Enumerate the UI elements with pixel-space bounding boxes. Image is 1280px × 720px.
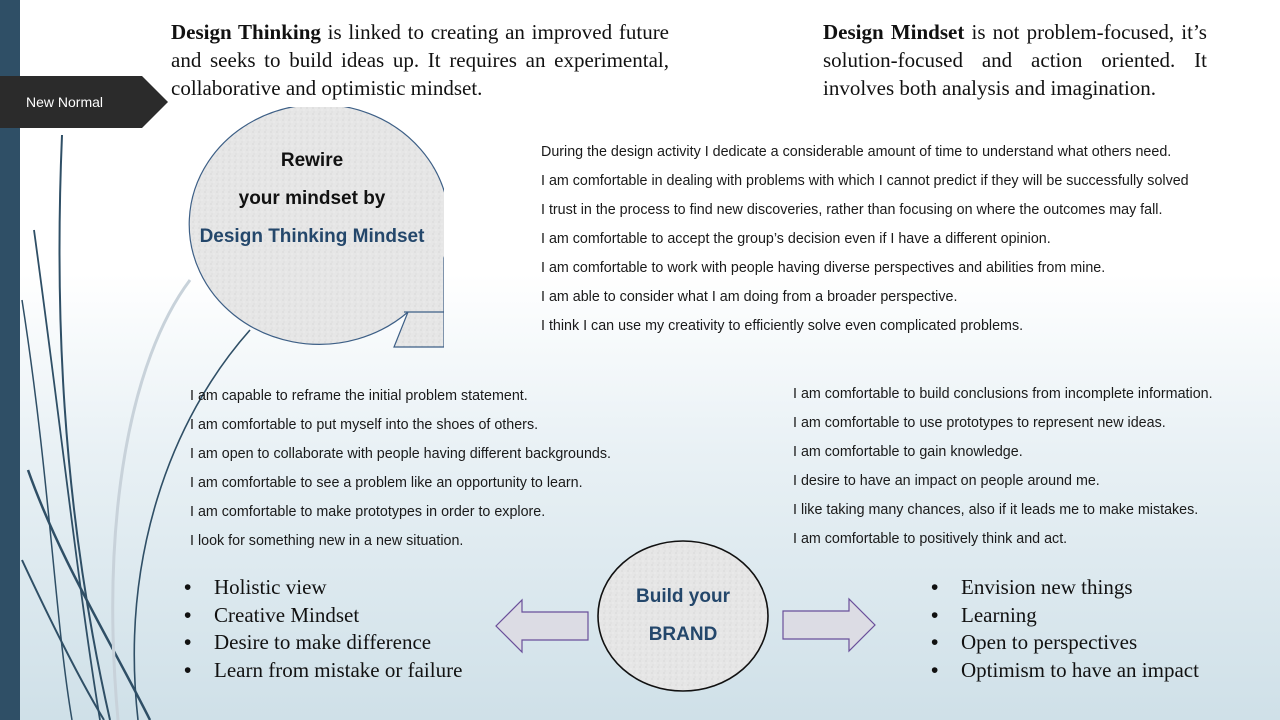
list-item: I desire to have an impact on people around me. [793, 473, 1100, 489]
bubble-line-2: your mindset by [238, 188, 386, 209]
intro-term: Design Mindset [823, 20, 965, 44]
intro-term: Design Thinking [171, 20, 321, 44]
arrow-right-icon [781, 597, 877, 653]
list-item: I am comfortable to positively think and act. [793, 531, 1068, 547]
list-item: I am comfortable in dealing with problems with which I cannot predict if they will be successfully solved [541, 173, 1189, 189]
list-item: I think I can use my creativity to efficiently solve even complicated problems. [541, 318, 1024, 334]
list-item: I am comfortable to see a problem like an opportunity to learn. [190, 475, 583, 491]
intro-text: is linked to creating an improved future and seeks to build ideas up. It requires an experimental, collaborative and optimistic mindset. [171, 20, 670, 100]
brand-line-2: BRAND [648, 624, 718, 645]
statements-right-list [793, 380, 1213, 554]
list-item: I am comfortable to use prototypes to represent new ideas. [793, 415, 1166, 431]
statements-left-list [190, 382, 611, 556]
brand-title [597, 578, 769, 654]
list-item: I am capable to reframe the initial problem statement. [190, 388, 528, 404]
list-item: I am able to consider what I am doing from a broader perspective. [541, 289, 958, 305]
list-item: I am comfortable to make prototypes in order to explore. [190, 504, 546, 520]
list-item: • Learning [931, 602, 1199, 630]
list-item: I am comfortable to build conclusions from incomplete information. [793, 386, 1213, 402]
list-item: I look for something new in a new situation. [190, 533, 464, 549]
list-item: • Holistic view [184, 574, 462, 602]
arrow-left-icon [494, 598, 590, 654]
list-item: I am open to collaborate with people having different backgrounds. [190, 446, 611, 462]
list-item: I like taking many chances, also if it leads me to make mistakes. [793, 502, 1199, 518]
list-item: • Learn from mistake or failure [184, 657, 462, 685]
list-item: • Desire to make difference [184, 629, 462, 657]
list-item: I am comfortable to put myself into the shoes of others. [190, 417, 539, 433]
list-item: I am comfortable to work with people having diverse perspectives and abilities from mine. [541, 260, 1106, 276]
intro-design-mindset [823, 18, 1207, 102]
list-item: • Envision new things [931, 574, 1199, 602]
list-item: I am comfortable to gain knowledge. [793, 444, 1023, 460]
list-item: I trust in the process to find new discoveries, rather than focusing on where the outcomes may fall. [541, 202, 1163, 218]
bubble-line-3: Design Thinking Mindset [199, 226, 425, 247]
bubble-line-1: Rewire [280, 150, 344, 171]
bullets-left-list [184, 574, 462, 684]
section-tag [0, 76, 168, 128]
list-item: During the design activity I dedicate a considerable amount of time to understand what others need. [541, 144, 1172, 160]
bullets-right-list [931, 574, 1199, 684]
statements-top-list [541, 138, 1189, 341]
intro-text: is not problem-focused, it’s solution-focused and action oriented. It involves both analysis and imagination. [823, 20, 1207, 100]
list-item: • Creative Mindset [184, 602, 462, 630]
intro-design-thinking [171, 18, 669, 102]
bubble-title [182, 142, 442, 256]
list-item: • Optimism to have an impact [931, 657, 1199, 685]
list-item: I am comfortable to accept the group’s decision even if I have a different opinion. [541, 231, 1051, 247]
list-item: • Open to perspectives [931, 629, 1199, 657]
tag-label: New Normal [26, 94, 104, 110]
brand-line-1: Build your [636, 586, 730, 607]
